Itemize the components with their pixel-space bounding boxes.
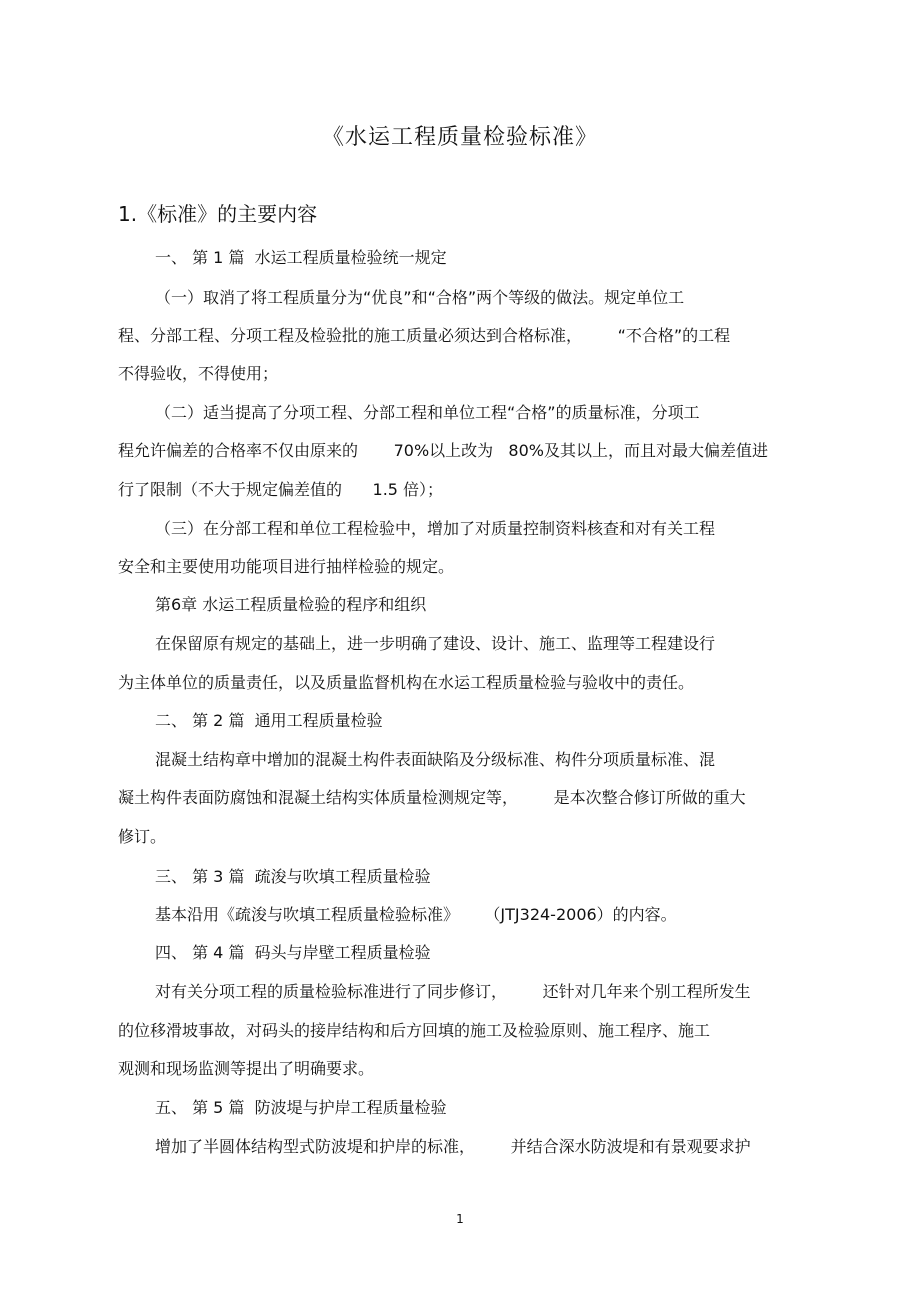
- paragraph-line: 凝土构件表面防腐蚀和混凝土结构实体质量检测规定等， 是本次整合修订所做的重大: [118, 788, 746, 807]
- paragraph-line: 程、分部工程、分项工程及检验批的施工质量必须达到合格标准， “不合格”的工程: [118, 326, 731, 345]
- paragraph-line: 混凝土结构章中增加的混凝土构件表面缺陷及分级标准、构件分项质量标准、混: [155, 750, 716, 769]
- paragraph-line: （二）适当提高了分项工程、分部工程和单位工程“合格”的质量标准，分项工: [155, 403, 700, 422]
- part-heading: 二、 第 2 篇 通用工程质量检验: [155, 711, 383, 730]
- paragraph-line: 对有关分项工程的质量检验标准进行了同步修订， 还针对几年来个别工程所发生: [155, 982, 751, 1001]
- document-title: 《水运工程质量检验标准》: [321, 125, 598, 150]
- part-heading: 三、 第 3 篇 疏浚与吹填工程质量检验: [155, 867, 431, 886]
- paragraph-line: 安全和主要使用功能项目进行抽样检验的规定。: [118, 557, 455, 576]
- chapter-heading: 第6章 水运工程质量检验的程序和组织: [155, 595, 427, 614]
- paragraph-line: 在保留原有规定的基础上，进一步明确了建设、设计、施工、监理等工程建设行: [155, 634, 716, 653]
- paragraph-line: 为主体单位的质量责任，以及质量监督机构在水运工程质量检验与验收中的责任。: [118, 673, 695, 692]
- paragraph-line: 基本沿用《疏浚与吹填工程质量检验标准》 （JTJ324-2006）的内容。: [155, 905, 677, 924]
- section-heading: 1.《标准》的主要内容: [118, 202, 318, 226]
- paragraph-line: 的位移滑坡事故，对码头的接岸结构和后方回填的施工及检验原则、施工程序、施工: [118, 1021, 711, 1040]
- part-heading: 一、 第 1 篇 水运工程质量检验统一规定: [155, 248, 447, 267]
- paragraph-line: 观测和现场监测等提出了明确要求。: [118, 1059, 375, 1078]
- paragraph-line: （三）在分部工程和单位工程检验中，增加了对质量控制资料核查和对有关工程: [155, 519, 716, 538]
- paragraph-line: 不得验收，不得使用；: [118, 364, 279, 383]
- paragraph-line: 修订。: [118, 827, 167, 846]
- paragraph-line: 增加了半圆体结构型式防波堤和护岸的标准， 并结合深水防波堤和有景观要求护: [155, 1137, 751, 1156]
- part-heading: 四、 第 4 篇 码头与岸壁工程质量检验: [155, 943, 431, 962]
- paragraph-line: （一）取消了将工程质量分为“优良”和“合格”两个等级的做法。规定单位工: [155, 288, 685, 307]
- paragraph-line: 程允许偏差的合格率不仅由原来的 70%以上改为 80%及其以上，而且对最大偏差值进: [118, 441, 768, 460]
- part-heading: 五、 第 5 篇 防波堤与护岸工程质量检验: [155, 1098, 447, 1117]
- paragraph-line: 行了限制（不大于规定偏差值的 1.5 倍）；: [118, 480, 444, 499]
- page-number: 1: [456, 1212, 464, 1226]
